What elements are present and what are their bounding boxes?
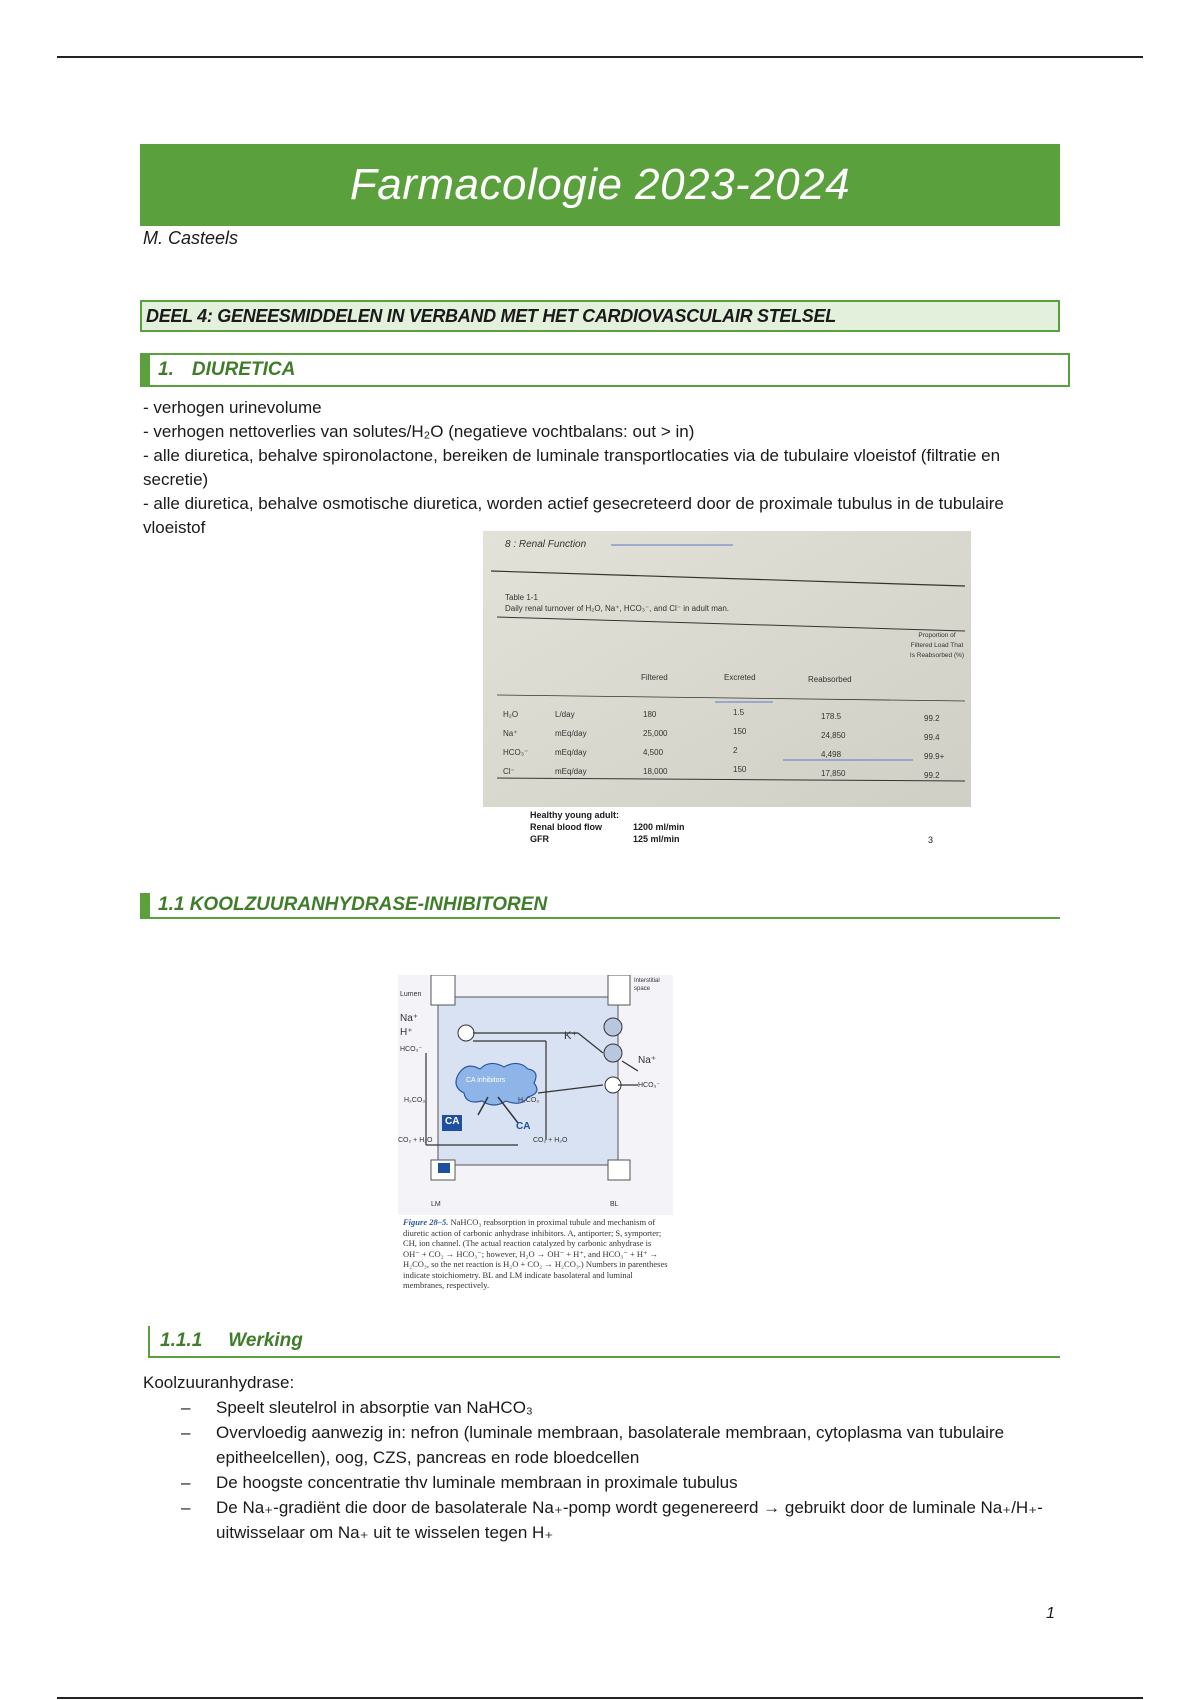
table-caption: Daily renal turnover of H₂O, Na⁺, HCO₃⁻, and Cl⁻ in adult man. xyxy=(505,604,730,613)
col-filtered: Filtered xyxy=(641,673,668,682)
col-proportion: Proportion of Filtered Load That Is Reabsorbed (%) xyxy=(909,632,965,659)
carbonic-anhydrase-diagram xyxy=(398,975,673,1215)
cell-value: 24,850 xyxy=(821,731,846,740)
section-1-1-title: 1.1 KOOLZUURANHYDRASE-INHIBITOREN xyxy=(158,894,548,915)
col-proportion-values xyxy=(924,709,944,785)
row-label: H₂O xyxy=(503,710,519,719)
cell-value: 17,850 xyxy=(821,769,846,778)
list-dash: – xyxy=(181,1423,191,1442)
cell-value: 180 xyxy=(643,710,657,719)
table-title: Table 1-1 xyxy=(505,593,538,602)
section-1-1-1-heading xyxy=(148,1326,1060,1358)
section-1-1-1-title: Werking xyxy=(228,1330,303,1351)
cell-value: 4,500 xyxy=(643,748,664,757)
list-item xyxy=(143,1495,1063,1545)
row-unit: L/day xyxy=(555,710,575,719)
list-item xyxy=(143,1395,1063,1420)
caption-gfr-value: 125 ml/min xyxy=(633,834,680,844)
row-unit: mEq/day xyxy=(555,729,587,738)
body-line: - verhogen urinevolume xyxy=(143,398,322,417)
hco3-label-interstitial: HCO₃⁻ xyxy=(638,1082,661,1089)
cell-value: 25,000 xyxy=(643,729,668,738)
list-dash: – xyxy=(181,1473,191,1492)
row-label: Na⁺ xyxy=(503,729,518,738)
row-label: HCO₃⁻ xyxy=(503,748,529,757)
section-1-1-1-number: 1.1.1 xyxy=(160,1330,203,1351)
lm-label: LM xyxy=(431,1201,441,1208)
cell-value: 99.2 xyxy=(924,771,940,780)
ca-inhibitors-label: CA inhibitors xyxy=(466,1077,506,1084)
col-excreted-values xyxy=(733,703,746,779)
section-1-title: DIURETICA xyxy=(191,359,296,380)
col-filtered-values xyxy=(643,705,667,781)
document-title: Farmacologie 2023-2024 xyxy=(349,160,851,209)
h2co3-label-lumen: H₂CO₃ xyxy=(404,1097,426,1104)
list-item xyxy=(143,1470,1063,1495)
document-title-banner xyxy=(140,144,1060,226)
page-number: 1 xyxy=(1046,1605,1055,1622)
cell-value: 150 xyxy=(733,727,747,736)
werking-list xyxy=(143,1395,1063,1545)
h2co3-label-cell: H₂CO₃ xyxy=(518,1097,540,1104)
renal-function-table-photo xyxy=(483,531,971,807)
list-intro: Koolzuuranhydrase: xyxy=(143,1373,295,1392)
bottom-rule xyxy=(57,1697,1143,1699)
author: M. Casteels xyxy=(143,228,239,248)
section-1-number: 1. xyxy=(158,359,174,380)
body-line: - alle diuretica, behalve spironolactone, bereiken de luminale transportlocaties via de tubulaire vloeistof (filtratie en secretie) xyxy=(143,446,1001,489)
part-heading: DEEL 4: GENEESMIDDELEN IN VERBAND MET HET CARDIOVASCULAIR STELSEL xyxy=(146,305,836,326)
list-item-text: De Na₊-gradiënt die door de basolaterale Na₊-pomp wordt gegenereerd → gebruikt door de luminale Na₊/H₊- uitwisselaar om Na₊ uit te wisselen tegen H₊ xyxy=(216,1498,1043,1542)
list-item-text: De hoogste concentratie thv luminale membraan in proximale tubulus xyxy=(216,1473,738,1492)
hco3-label-lumen: HCO₃⁻ xyxy=(400,1046,423,1053)
co2h2o-label-cell: CO₂ + H₂O xyxy=(533,1137,568,1144)
col-excreted: Excreted xyxy=(724,673,756,682)
caption-rbf-value: 1200 ml/min xyxy=(633,822,685,832)
cell-value: 2 xyxy=(733,746,738,755)
co2h2o-label-lumen: CO₂ + H₂O xyxy=(398,1137,433,1144)
na-label-lumen: Na⁺ xyxy=(400,1013,419,1024)
section-1-body xyxy=(143,396,1063,540)
body-line: - verhogen nettoverlies van solutes/H₂O (negatieve vochtbalans: out > in) xyxy=(143,422,695,441)
lumen-label: Lumen xyxy=(400,991,422,998)
ca-label-lumen: CA xyxy=(445,1116,460,1127)
section-1-1-heading xyxy=(140,893,1060,919)
cell-value: 4,498 xyxy=(821,750,842,759)
k-label: K⁺ xyxy=(564,1030,578,1042)
part-heading-box xyxy=(140,300,1060,332)
ca-label-cell: CA xyxy=(516,1121,531,1132)
list-item-text: Speelt sleutelrol in absorptie van NaHCO₃ xyxy=(216,1398,533,1417)
caption-gfr-label: GFR xyxy=(530,834,549,844)
na-label-interstitial: Na⁺ xyxy=(638,1055,657,1066)
list-item-text: Overvloedig aanwezig in: nefron (luminale membraan, basolaterale membraan, cytoplasma van tubulaire epitheelcellen), oog, CZS, pancreas en rode bloedcellen xyxy=(216,1423,1005,1467)
figure-number: Figure 28–5. xyxy=(403,1217,449,1227)
cell-value: 150 xyxy=(733,765,747,774)
top-rule xyxy=(57,56,1143,58)
caption-corner-number: 3 xyxy=(928,835,934,845)
renal-function-caption xyxy=(530,810,970,855)
cell-value: 178.5 xyxy=(821,712,842,721)
row-label: Cl⁻ xyxy=(503,767,515,776)
list-item xyxy=(143,1420,1063,1470)
list-dash: – xyxy=(181,1398,191,1417)
section-1-heading xyxy=(140,353,1070,387)
cell-value: 99.2 xyxy=(924,714,940,723)
bl-label: BL xyxy=(610,1201,619,1208)
carbonic-anhydrase-caption xyxy=(403,1217,668,1291)
row-unit: mEq/day xyxy=(555,767,587,776)
col-reabsorbed-values xyxy=(821,707,845,783)
caption-title: Healthy young adult: xyxy=(530,810,620,820)
werking-content xyxy=(143,1370,1063,1545)
row-unit: mEq/day xyxy=(555,748,587,757)
caption-rbf-label: Renal blood flow xyxy=(530,822,602,832)
interstitial-label: Interstitial space xyxy=(634,978,660,992)
renal-function-header: 8 : Renal Function xyxy=(505,539,587,550)
cell-value: 1.5 xyxy=(733,708,745,717)
list-dash: – xyxy=(181,1498,191,1517)
figure-caption-text: NaHCO₃ reabsorption in proximal tubule and mechanism of diuretic action of carbonic anhydrase inhibitors. A, antiporter; S, symporter; CH, ion channel. (The actual reaction catalyzed by carbonic anhydrase is OH⁻ + CO₂ → HCO₃⁻; however, H₂O → OH⁻ + H⁺, and HCO₃⁻ + H⁺ → H₂CO₃, so the net reaction is H₂O + CO₂ → H₂CO₃.) Numbers in parentheses indicate stoichiometry. BL and LM indicate basolateral and luminal membranes, respectively. xyxy=(403,1217,668,1290)
col-reabsorbed: Reabsorbed xyxy=(808,675,852,684)
cell-value: 99.9+ xyxy=(924,752,945,761)
body-line: - alle diuretica, behalve osmotische diuretica, worden actief gesecreteerd door de proximale tubulus in de tubulaire vloeistof xyxy=(143,494,1004,537)
row-units xyxy=(555,705,587,781)
cell-value: 18,000 xyxy=(643,767,668,776)
row-labels xyxy=(503,705,528,781)
cell-value: 99.4 xyxy=(924,733,940,742)
h-label-lumen: H⁺ xyxy=(400,1027,413,1038)
